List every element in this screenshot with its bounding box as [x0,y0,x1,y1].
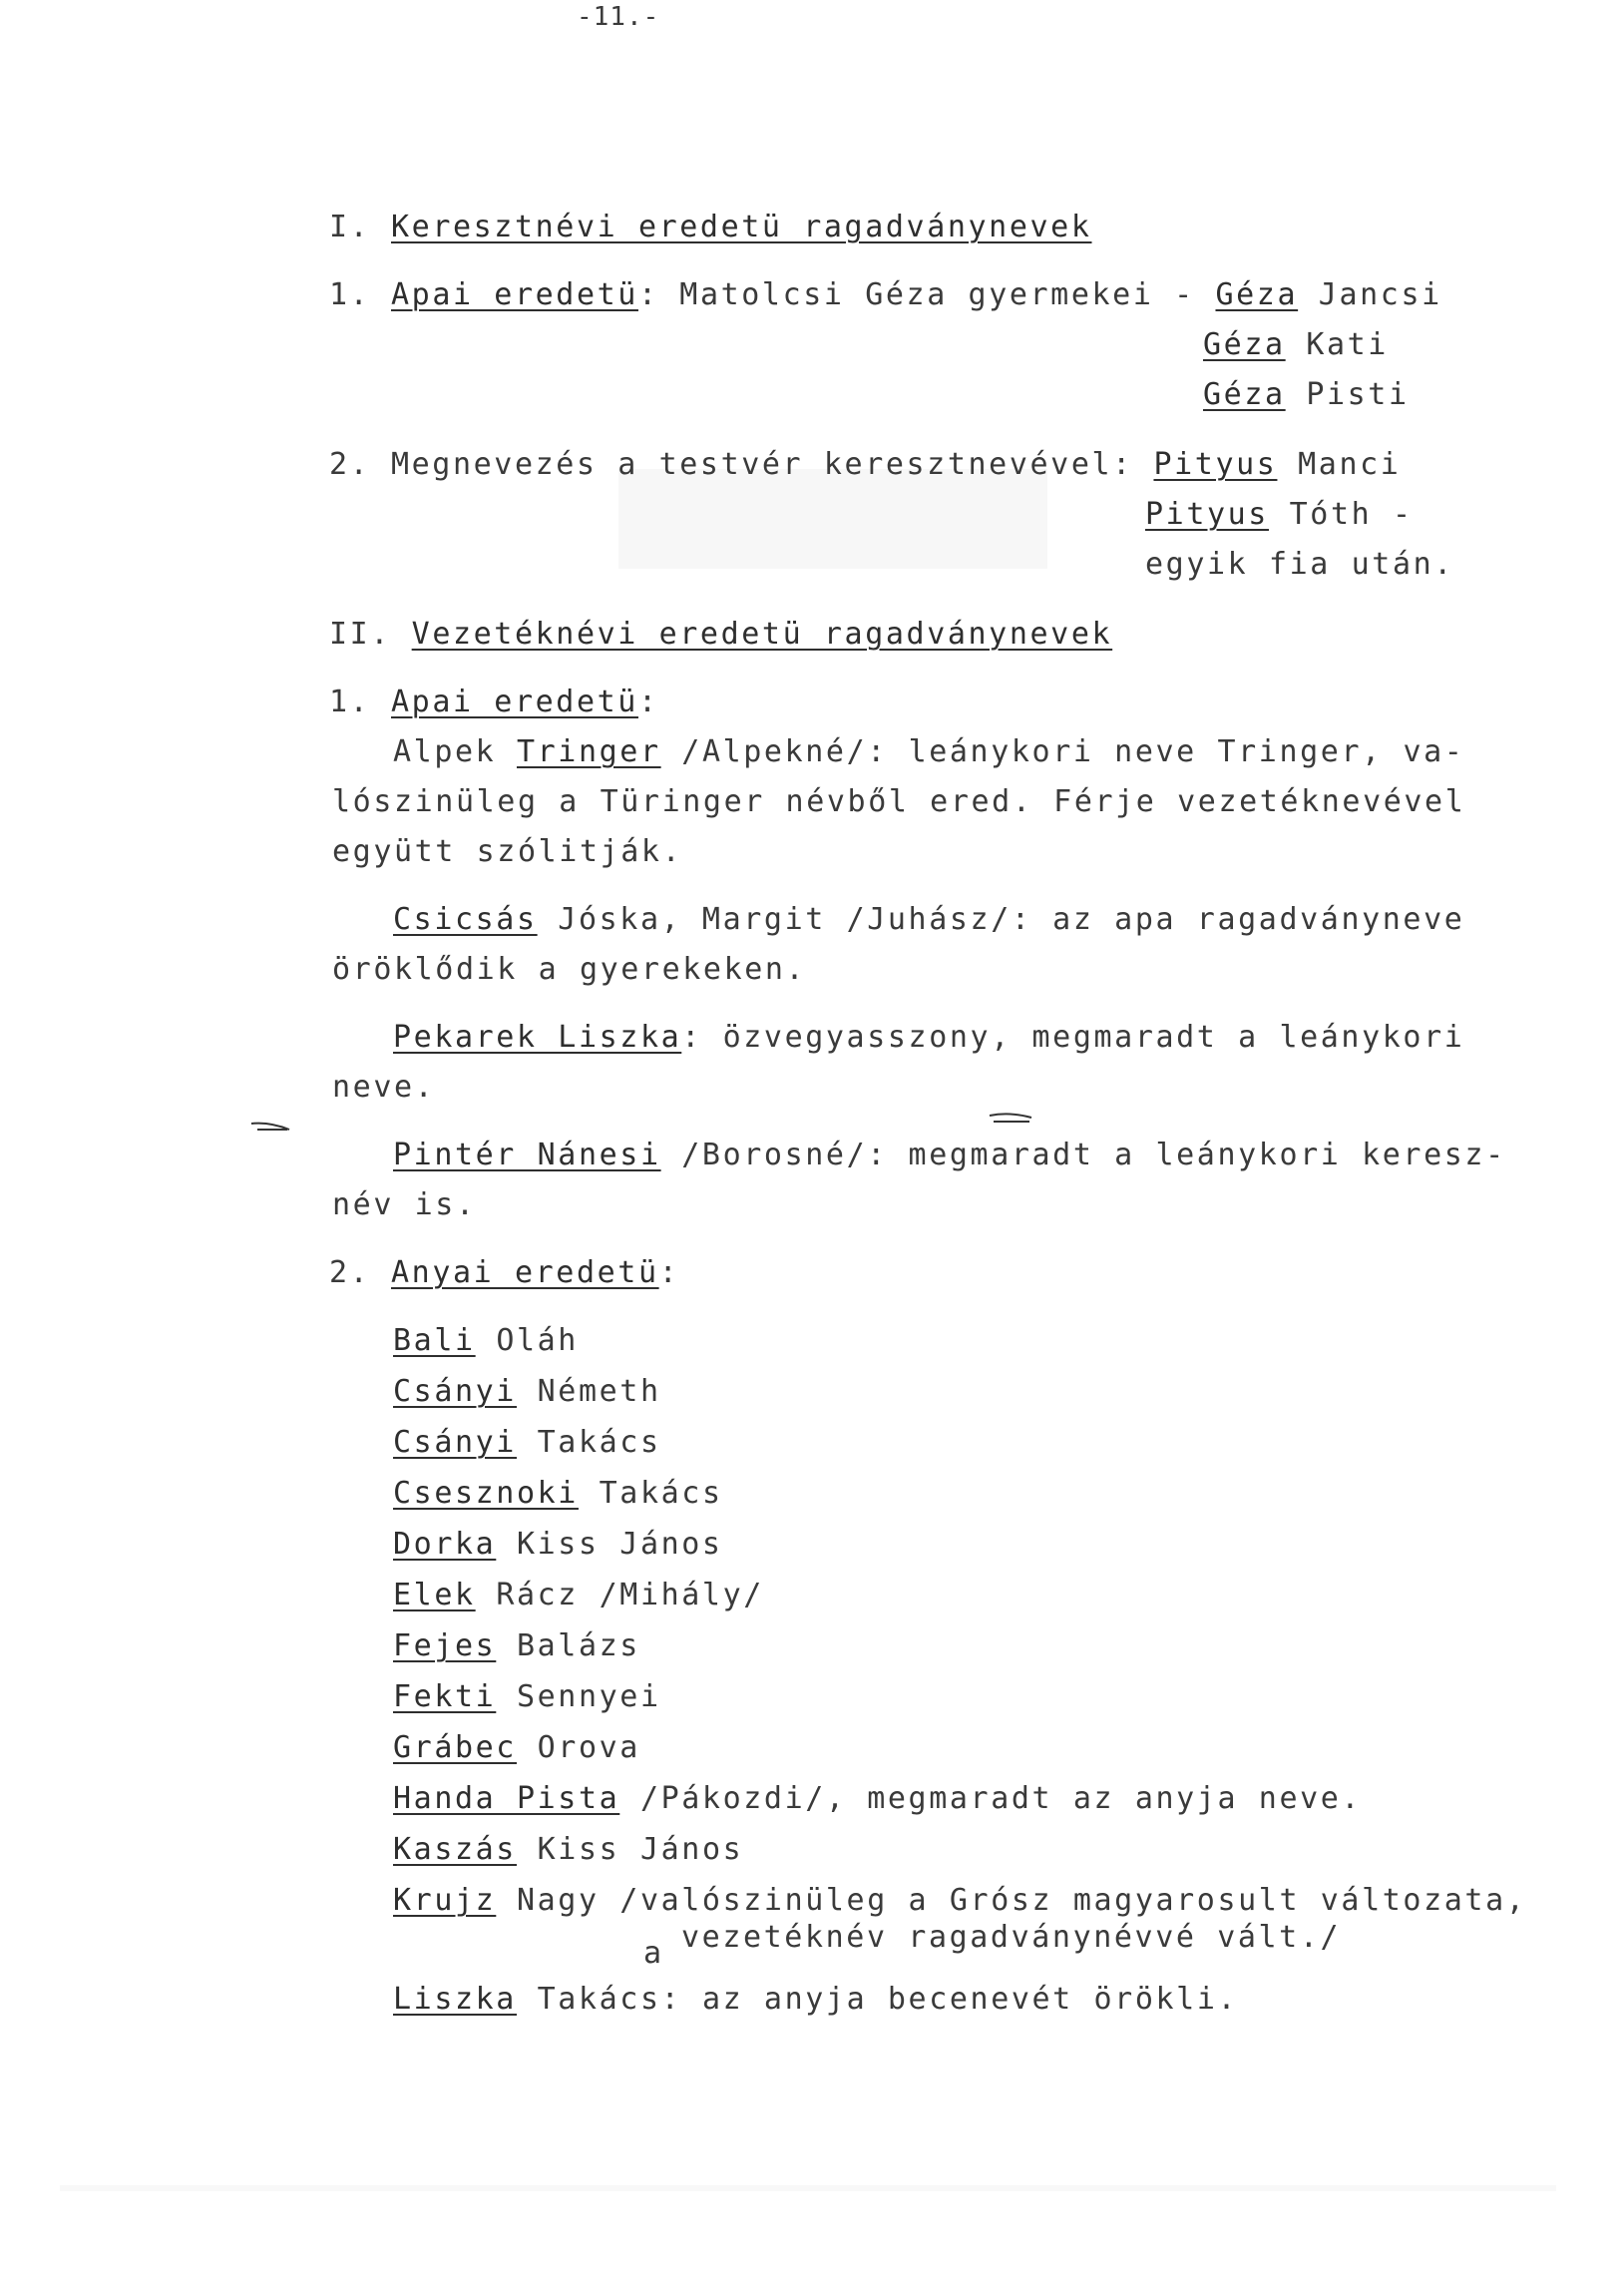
name-pre: Alpek [393,734,517,769]
name-rest: Jancsi [1298,277,1442,312]
name-rest: Takács [516,1425,661,1460]
nickname: Tringer [516,734,661,769]
heading-number: II. [329,617,412,652]
nickname: Csicsás [393,902,538,937]
nickname: Elek [393,1578,476,1612]
list-item [393,1525,723,1565]
list-item [393,1474,723,1514]
item-colon: : [658,1255,680,1290]
name-rest: Takács: az anyja becenevét örökli. [516,1982,1239,2017]
correction-mark [988,1112,1033,1124]
item-text: 2. Megnevezés a testvér keresztnevével: [329,447,1154,482]
list-item [393,1677,661,1717]
s2-sub2-heading [329,1253,679,1293]
item-colon: : [637,685,659,719]
name-rest: Pisti [1285,377,1410,412]
nickname: Pekarek Liszka [393,1020,682,1055]
list-item [393,1626,640,1666]
paragraph-line: név is. [332,1187,477,1222]
nickname: Grábec [393,1730,517,1765]
paragraph-line [393,900,1464,940]
section2-heading [329,615,1112,655]
nickname: Pityus [1153,447,1278,482]
nickname: Bali [393,1323,476,1358]
nickname: Pintér Nánesi [393,1138,661,1172]
s1-item1-line [329,275,1442,315]
name-rest: Németh [516,1374,661,1409]
item-number: 2. [329,1255,391,1290]
nickname: Csesznoki [393,1476,579,1511]
s1-item2-line [329,445,1401,485]
item-number: 1. [329,685,391,719]
paragraph-line: öröklődik a gyerekeken. [332,952,807,987]
nickname: Liszka [393,1982,517,2017]
list-item [393,1779,1362,1819]
name-rest: Tóth - [1268,497,1414,532]
margin-mark [249,1120,291,1132]
paragraph-text: /Alpekné/: leánykori neve Tringer, va- [660,734,1465,769]
name-rest: Orova [516,1730,640,1765]
nickname: Géza [1203,377,1286,412]
paragraph-line [393,732,1464,772]
list-item [393,1980,1238,2020]
paragraph-line [393,1018,1464,1058]
paragraph-text: Jóska, Margit /Juhász/: az apa ragadványneve [537,902,1465,937]
item-label: Anyai eredetü [391,1255,659,1290]
nickname: Géza [1203,327,1286,362]
list-item [393,1372,661,1412]
list-item [393,1881,1526,1921]
nickname: Pityus [1145,497,1269,532]
nickname: Kaszás [393,1832,517,1867]
name-rest: Nagy /valószinüleg a Grósz magyarosult változata, [496,1883,1527,1918]
list-item [393,1423,661,1463]
s1-name-line [1203,375,1410,415]
nickname: Fekti [393,1679,497,1714]
name-rest: Manci [1277,447,1402,482]
list-item [393,1728,640,1768]
name-rest: Oláh [475,1323,579,1358]
name-rest: Balázs [496,1628,640,1663]
item-text: : Matolcsi Géza gyermekei - [637,277,1216,312]
item-number: 1. [329,277,391,312]
paragraph-line: együtt szólitják. [332,834,683,869]
section1-heading [329,208,1092,247]
heading-text: Vezetéknévi eredetü ragadványnevek [411,617,1113,652]
insert-mark: a [643,1936,664,1971]
nickname: Krujz [393,1883,497,1918]
list-item [393,1321,579,1361]
paragraph-line [393,1136,1506,1175]
nickname: Géza [1215,277,1299,312]
heading-number: I. [329,210,391,244]
paragraph-line: neve. [332,1070,436,1105]
paragraph-text: /Borosné/: megmaradt a leánykori keresz- [660,1138,1506,1172]
name-rest: Kiss János [496,1527,723,1562]
nickname: Dorka [393,1527,497,1562]
s2-sub1-heading [329,683,659,722]
name-rest: Takács [578,1476,723,1511]
s1-name-line [1203,325,1389,365]
nickname: Handa Pista [393,1781,620,1816]
item-label: Apai eredetü [391,685,638,719]
heading-text: Keresztnévi eredetü ragadványnevek [391,210,1092,244]
paragraph-line: lószinüleg a Türinger névből ered. Férje vezetéknevével [332,784,1466,819]
scan-edge [60,2185,1556,2191]
page-number: -11.- [577,2,660,32]
name-rest: Kiss János [516,1832,744,1867]
name-rest: Kati [1285,327,1389,362]
name-rest: /Pákozdi/, megmaradt az anyja neve. [619,1781,1363,1816]
nickname: Csányi [393,1425,517,1460]
name-rest: Rácz /Mihály/ [475,1578,764,1612]
paragraph-text: : özvegyasszony, megmaradt a leánykori [681,1020,1465,1055]
s1-item2-line2 [1145,495,1414,535]
list-item [393,1576,764,1615]
continuation-line: vezetéknév ragadványnévvé vált./ [681,1920,1342,1955]
s1-item2-line3: egyik fia után. [1145,547,1454,582]
item-label: Apai eredetü [391,277,638,312]
nickname: Fejes [393,1628,497,1663]
nickname: Csányi [393,1374,517,1409]
name-rest: Sennyei [496,1679,661,1714]
list-item [393,1830,743,1870]
